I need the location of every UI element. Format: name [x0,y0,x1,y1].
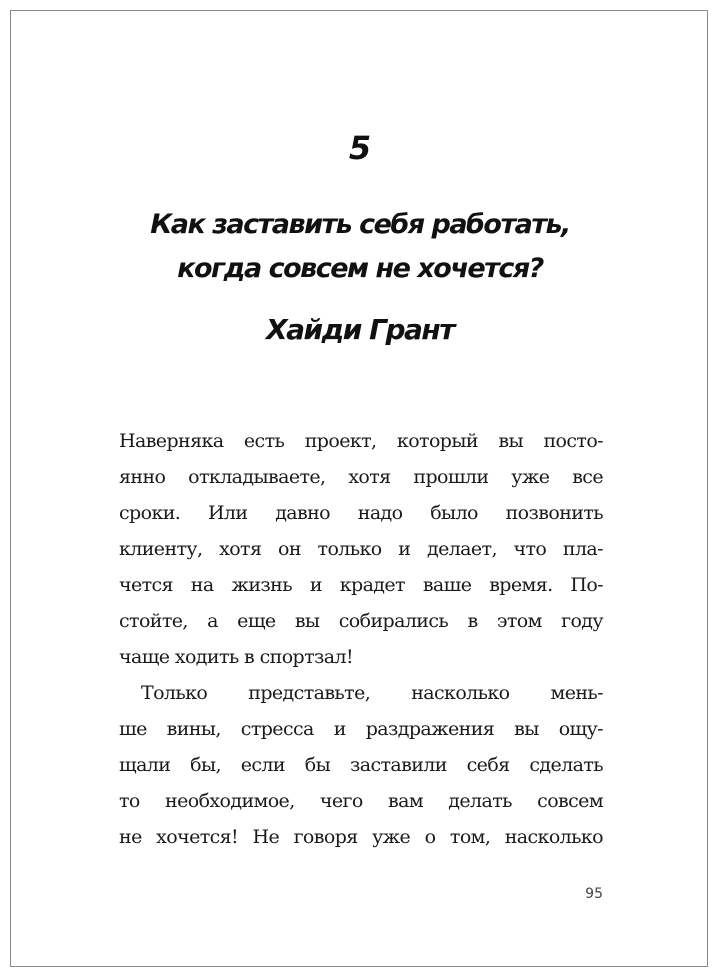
page-number: 95 [585,886,603,902]
chapter-number: 5 [348,129,372,167]
book-page [10,10,708,967]
text-line: сроки. Или давно надо было позвонить [119,502,603,524]
text-line: стойте, а еще вы собирались в этом году [119,610,603,632]
chapter-title [11,203,709,291]
text-line: янно откладываете, хотя прошли уже все [119,466,603,488]
text-line: ше вины, стресса и раздражения вы ощу- [119,718,603,740]
text-line: то необходимое, чего вам делать совсем [119,790,603,812]
paragraph [119,675,603,855]
paragraph [119,423,603,675]
text-line: Только представьте, насколько мень- [141,682,603,704]
chapter-title-line: Как заставить себя работать, [150,209,570,240]
text-line: чется на жизнь и крадет ваше время. По- [119,574,603,596]
body-text [119,423,603,855]
text-line: щали бы, если бы заставили себя сделать [119,754,603,776]
chapter-title-line: когда совсем не хочется? [177,253,543,284]
text-line: Наверняка есть проект, который вы посто- [119,430,603,452]
text-line: клиенту, хотя он только и делает, что пла- [119,538,603,560]
text-line: не хочется! Не говоря уже о том, насколько [119,826,603,848]
chapter-author: Хайди Грант [266,313,454,346]
text-line: чаще ходить в спортзал! [119,646,353,668]
